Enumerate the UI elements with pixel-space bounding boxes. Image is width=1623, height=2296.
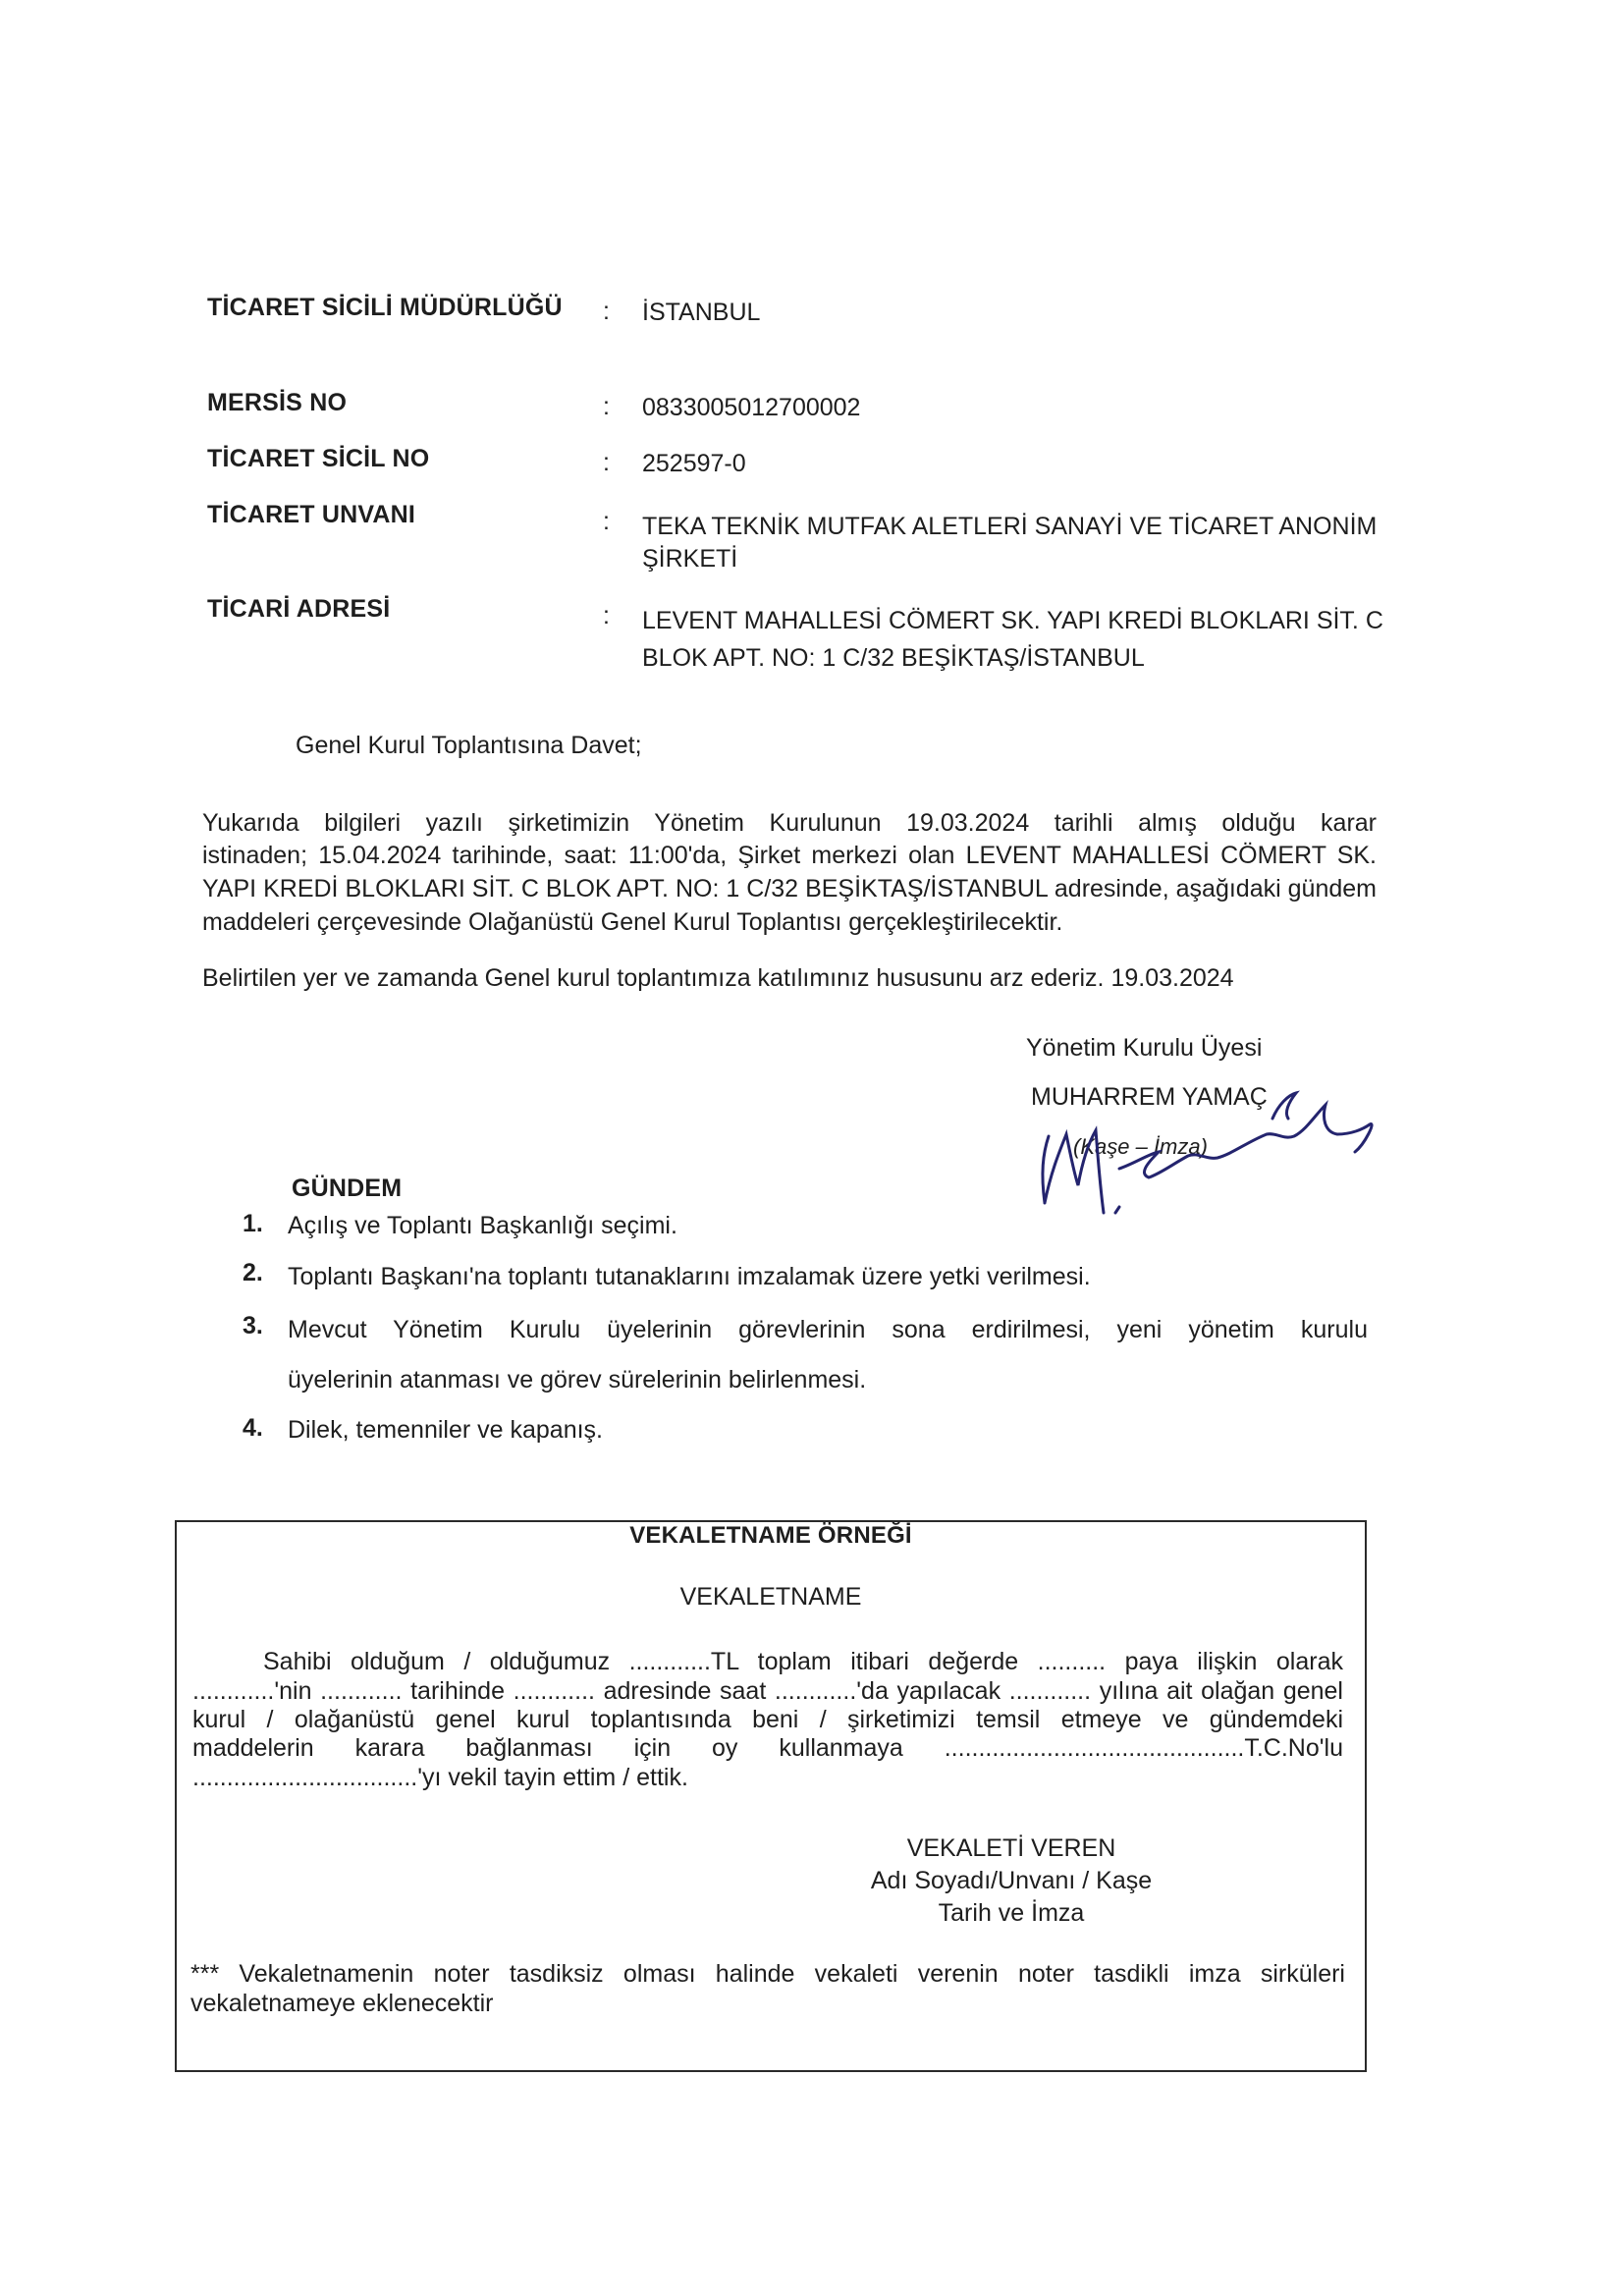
invitation-para-line-3: YAPI KREDİ BLOKLARI SİT. C BLOK APT. NO: 1 C/32 BEŞİKTAŞ/İSTANBUL adresinde, aşağıdaki gündem [202,875,1377,902]
agenda-item-1-text: Açılış ve Toplantı Başkanlığı seçimi. [288,1212,677,1239]
signatory-name: MUHARREM YAMAÇ [1031,1083,1268,1111]
agenda-item-4-number: 4. [243,1414,263,1442]
proxy-title: VEKALETNAME [679,1583,862,1611]
trade-registry-value: 252597-0 [642,450,746,477]
mersis-value: 0833005012700002 [642,394,861,421]
address-colon: : [603,602,610,629]
proxy-form-box [175,1520,1367,2072]
registry-office-colon: : [603,298,610,325]
registry-office-label: TİCARET SİCİLİ MÜDÜRLÜĞÜ [207,294,563,321]
mersis-label: MERSİS NO [207,389,348,416]
agenda-item-3-text-line1: Mevcut Yönetim Kurulu üyelerinin görevlerinin sona erdirilmesi, yeni yönetim kurulu [288,1316,1368,1343]
address-label: TİCARİ ADRESİ [207,595,391,623]
invitation-para-line-1: Yukarıda bilgileri yazılı şirketimizin Yönetim Kurulunun 19.03.2024 tarihli almış olduğu karar [202,809,1377,837]
proxy-grantor-title: VEKALETİ VEREN [906,1834,1116,1862]
proxy-section-title: VEKALETNAME ÖRNEĞİ [629,1522,912,1549]
agenda-item-2-text: Toplantı Başkanı'na toplantı tutanaklarını imzalamak üzere yetki verilmesi. [288,1263,1091,1290]
agenda-item-4-text: Dilek, temenniler ve kapanış. [288,1416,603,1444]
invitation-para-line-4: maddeleri çerçevesinde Olağanüstü Genel Kurul Toplantısı gerçekleştirilecektir. [202,908,1063,936]
proxy-note-line1: *** Vekaletnamenin noter tasdiksiz olması halinde vekaleti verenin noter tasdikli imza sirküleri [190,1960,1345,1988]
signatory-role: Yönetim Kurulu Üyesi [1026,1034,1263,1062]
agenda-item-3-text-line2: üyelerinin atanması ve görev sürelerinin belirlenmesi. [288,1366,867,1394]
trade-registry-label: TİCARET SİCİL NO [207,445,430,472]
agenda-item-1-number: 1. [243,1210,263,1237]
invitation-title: Genel Kurul Toplantısına Davet; [296,732,642,759]
trade-name-colon: : [603,508,610,535]
proxy-body-line-1: Sahibi olduğum / olduğumuz ............TL toplam itibari değerde .......... paya ilişkin olarak [263,1648,1343,1675]
proxy-body-line-3: kurul / olağanüstü genel kurul toplantısında beni / şirketimizi temsil etmeye ve gündemdeki [192,1706,1343,1733]
invitation-closing: Belirtilen yer ve zamanda Genel kurul toplantımıza katılımınız hususunu arz ederiz. 19.03.2024 [202,964,1234,992]
agenda-item-2-number: 2. [243,1259,263,1286]
proxy-body-line-5: .................................'yı vekil tayin ettim / ettik. [192,1764,688,1791]
invitation-para-line-2: istinaden; 15.04.2024 tarihinde, saat: 11:00'da, Şirket merkezi olan LEVENT MAHALLESİ CÖMERT SK. [202,842,1377,869]
address-value-line2: BLOK APT. NO: 1 C/32 BEŞİKTAŞ/İSTANBUL [642,644,1145,672]
proxy-note-line2: vekaletnameye eklenecektir [190,1990,494,2017]
trade-name-label: TİCARET UNVANI [207,501,416,528]
proxy-body-line-2: ............'nin ............ tarihinde ............ adresinde saat ............'da yapılacak ............ yılına ait olağan genel [192,1677,1343,1705]
signatory-stamp-note: (Kaşe – İmza) [1073,1134,1208,1159]
address-value-line1: LEVENT MAHALLESİ CÖMERT SK. YAPI KREDİ BLOKLARI SİT. C [642,607,1383,634]
proxy-grantor-line1: Adı Soyadı/Unvanı / Kaşe [870,1867,1153,1894]
agenda-title: GÜNDEM [292,1175,403,1202]
handwritten-signature [1031,1075,1384,1232]
registry-office-value: İSTANBUL [642,299,761,326]
mersis-colon: : [603,393,610,420]
trade-name-value-line1: TEKA TEKNİK MUTFAK ALETLERİ SANAYİ VE TİCARET ANONİM [642,513,1378,540]
trade-registry-colon: : [603,449,610,476]
proxy-grantor-line2: Tarih ve İmza [938,1899,1085,1927]
proxy-body-line-4: maddelerin karara bağlanması için oy kullanmaya ............................................T.C.No'lu [192,1734,1343,1762]
agenda-item-3-number: 3. [243,1312,263,1339]
trade-name-value-line2: ŞİRKETİ [642,545,738,573]
